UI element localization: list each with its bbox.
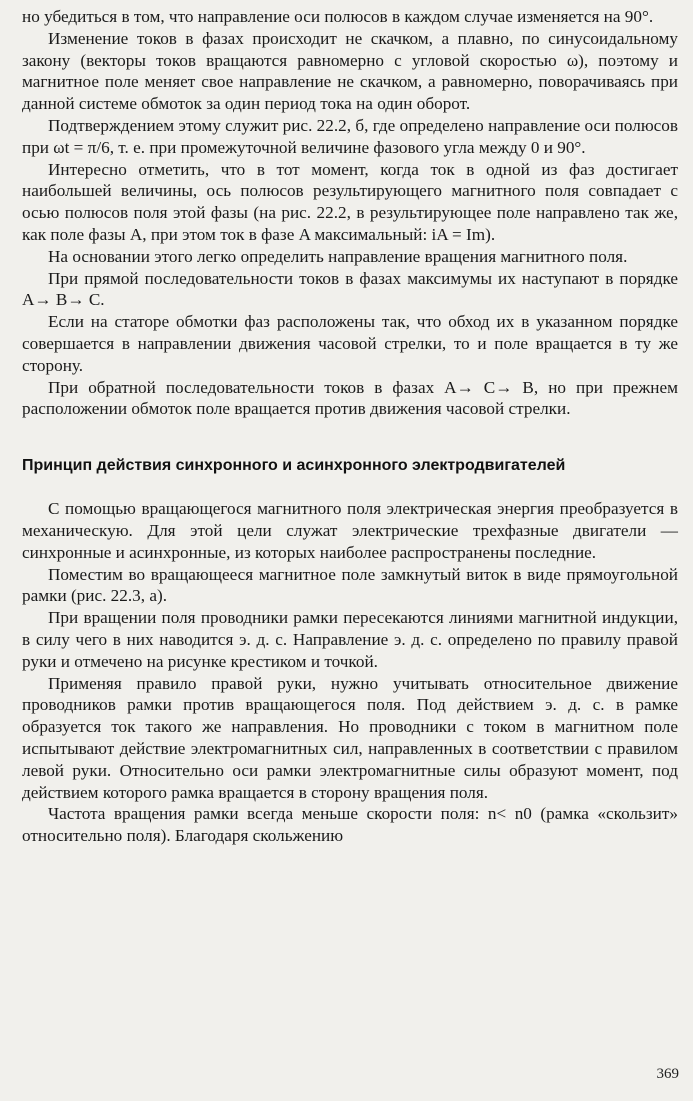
paragraph-direct-sequence: При прямой последовательности токов в фазах максимумы их наступают в порядке A→ B→ C. xyxy=(22,268,678,310)
paragraph-reverse-sequence: При обратной последовательности токов в фазах A→ C→ B, но при прежнем расположении обмоток поле вращается против движения часовой стрелки. xyxy=(22,377,678,419)
section-heading: Принцип действия синхронного и асинхронного электродвигателей xyxy=(22,457,566,475)
paragraph-frame-in-field: Поместим во вращающееся магнитное поле замкнутый виток в виде прямоугольной рамки (рис. 22.3, а). xyxy=(22,564,678,606)
paragraph-energy-conversion: С помощью вращающегося магнитного поля электрическая энергия преобразуется в механическую. Для этой цели служат электрические трехфазные двигатели — синхронные и асинхронные, из которых наиболее распространены последние. xyxy=(22,499,678,562)
paragraph-continuation: но убедиться в том, что направление оси полюсов в каждом случае изменяется на 90°. xyxy=(22,7,654,26)
page-number: 369 xyxy=(656,1066,679,1082)
paragraph-pole-axis: Интересно отметить, что в тот момент, когда ток в одной из фаз достигает наибольшей величины, ось полюсов результирующего магнитного поля совпадает с осью полюсов поля этой фазы (на рис. 22.2, в результирующее поле направлено так же, как поле фазы A, при этом ток в фазе A максимальный: iA = Im). xyxy=(22,159,678,244)
paragraph-rotation-direction: На основании этого легко определить направление вращения магнитного поля. xyxy=(48,246,628,266)
paragraph-right-hand-rule: Применяя правило правой руки, нужно учитывать относительное движение проводников рамки против вращающегося поля. Под действием э. д. с. в рамке образуется ток такого же направления. Но проводники с током в магнитном поле испытывают действие электромагнитных сил, направленных в соответствии с правилом левой руки. Относительно оси рамки электромагнитные силы образуют момент, под действием которого рамка вращается в сторону вращения поля. xyxy=(22,673,678,802)
paragraph-stator-windings: Если на статоре обмотки фаз расположены так, что обход их в указанном порядке совершается в направлении движения часовой стрелки, то и поле вращается в ту же сторону. xyxy=(22,312,678,375)
paragraph-induced-emf: При вращении поля проводники рамки пересекаются линиями магнитной индукции, в силу чего в них наводится э. д. с. Направление э. д. с. определено по правилу правой руки и отмечено на рисунке крестиком и точкой. xyxy=(22,608,678,671)
paragraph-confirmation: Подтверждением этому служит рис. 22.2, б, где определено направление оси полюсов при ωt = π/6, т. е. при промежуточной величине фазового угла между 0 и 90°. xyxy=(22,115,678,157)
paragraph-frame-speed: Частота вращения рамки всегда меньше скорости поля: n< n0 (рамка «скользит» относительно поля). Благодаря скольжению xyxy=(22,804,678,846)
paragraph-current-change: Изменение токов в фазах происходит не скачком, а плавно, по синусоидальному закону (векторы токов вращаются равномерно с угловой скоростью ω), поэтому и магнитное поле меняет свое направление не скачком, а равномерно, поворачиваясь при данной системе обмоток за один период тока на один оборот. xyxy=(22,28,678,114)
page-body xyxy=(22,6,678,847)
